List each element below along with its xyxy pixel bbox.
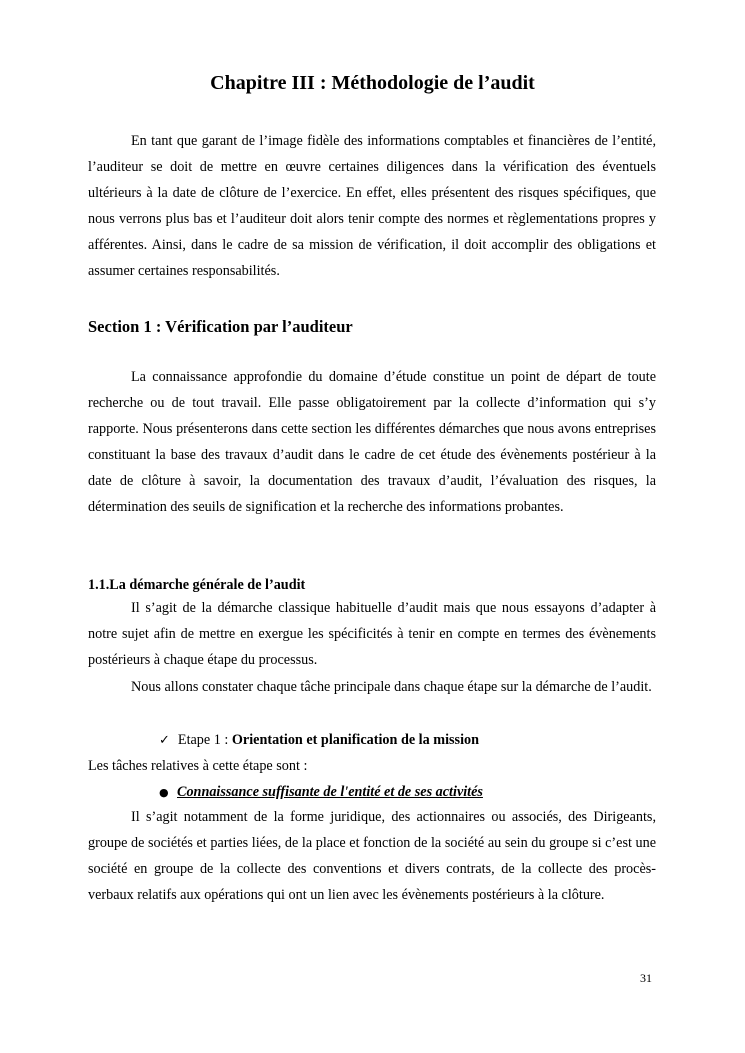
subsection-paragraph-2: Nous allons constater chaque tâche principale dans chaque étape sur la démarche de l’audit. <box>131 679 652 695</box>
step-line <box>159 729 479 752</box>
intro-paragraph: En tant que garant de l’image fidèle des informations comptables et financières de l’entité, l’auditeur se doit de mettre en œuvre certaines diligences dans la vérification des éventuels ultérieurs à la date de clôture de l’exercice. En effet, elles présentent des risques spécifiques, que nous verrons plus bas et l’auditeur doit alors tenir compte des normes et règlementations propres y afférentes. Ainsi, dans le cadre de sa mission de vérification, il doit accomplir des obligations et assumer certaines responsabilités. <box>88 133 656 279</box>
step-prefix: Etape 1 : <box>177 732 232 748</box>
checkmark-icon: ✓ <box>159 733 170 748</box>
chapter-title: Chapitre III : Méthodologie de l’audit <box>210 72 535 94</box>
subsection-paragraph-1: Il s’agit de la démarche classique habituelle d’audit mais que nous essayons d’adapter à notre sujet afin de mettre en exergue les spécificités à tenir en compte en termes des évènements postérieurs à chaque étape du processus. <box>88 600 656 668</box>
tasks-intro: Les tâches relatives à cette étape sont : <box>88 758 308 774</box>
bullet-icon: ● <box>159 786 169 799</box>
bullet-text: Connaissance suffisante de l'entité et de ses activités <box>177 784 483 800</box>
subsection-paragraph-3: Il s’agit notamment de la forme juridique, des actionnaires ou associés, des Dirigeants, groupe de sociétés et parties liées, de la place et fonction de la société au sein du groupe si c’est une société en groupe de la collecte des conventions et divers contrats, de la collecte des procès-verbaux relatifs aux opérations qui ont un lien avec les évènements postérieurs à la clôture. <box>88 809 656 903</box>
page-number: 31 <box>640 971 652 985</box>
section-paragraph: La connaissance approfondie du domaine d’étude constitue un point de départ de toute recherche ou de tout travail. Elle passe obligatoirement par la collecte d’information qui s’y rapporte. Nous présenterons dans cette section les différentes démarches que nous avons entreprises constituant la base des travaux d’audit dans le cadre de cet étude des évènements postérieur à la date de clôture à savoir, la documentation des travaux d’audit, l’évaluation des risques, la détermination des seuils de signification et la recherche des informations probantes. <box>88 369 656 515</box>
section-heading: Section 1 : Vérification par l’auditeur <box>88 317 353 336</box>
step-title: Orientation et planification de la mission <box>231 732 479 748</box>
subsection-heading: 1.1.La démarche générale de l’audit <box>88 577 306 593</box>
bullet-item <box>159 781 483 804</box>
